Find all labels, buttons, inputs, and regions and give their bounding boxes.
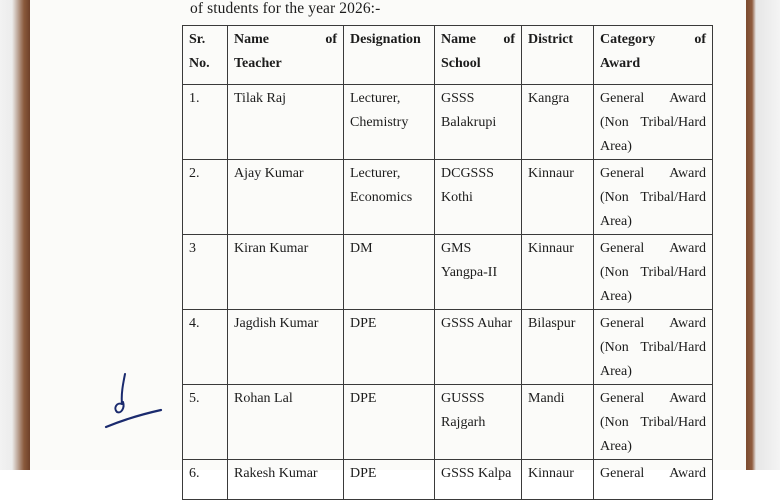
cell-teacher-name: Ajay Kumar xyxy=(228,160,344,235)
table-row xyxy=(183,85,713,160)
awardees-table xyxy=(182,25,713,500)
table-row xyxy=(183,385,713,460)
cell-designation: Lecturer, Chemistry xyxy=(344,85,435,160)
cell-designation: DM xyxy=(344,235,435,310)
table-row xyxy=(183,460,713,500)
table-row xyxy=(183,310,713,385)
cell-award-category: General Award (Non Tribal/Hard Area) xyxy=(594,310,713,385)
cell-school: GSSS Kalpa xyxy=(435,460,522,500)
header-teacher-name: Name of Teacher xyxy=(228,26,344,85)
table-row xyxy=(183,160,713,235)
table-row xyxy=(183,235,713,310)
header-school-name: Name of School xyxy=(435,26,522,85)
cell-designation: DPE xyxy=(344,385,435,460)
cell-district: Kinnaur xyxy=(522,235,594,310)
cell-sr-no: 2. xyxy=(183,160,228,235)
cell-award-category: General Award (Non Tribal/Hard Area) xyxy=(594,235,713,310)
header-designation: Designation xyxy=(344,26,435,85)
cell-sr-no: 6. xyxy=(183,460,228,500)
cell-designation: DPE xyxy=(344,460,435,500)
cell-district: Kinnaur xyxy=(522,160,594,235)
cell-district: Kinnaur xyxy=(522,460,594,500)
cell-award-category: General Award (Non Tribal/Hard Area) xyxy=(594,385,713,460)
intro-text: of students for the year 2026:- xyxy=(190,0,381,17)
cell-district: Mandi xyxy=(522,385,594,460)
cell-district: Kangra xyxy=(522,85,594,160)
cell-award-category: General Award (Non Tribal/Hard Area) xyxy=(594,160,713,235)
cell-award-category: General Award (Non Tribal/Hard Area) xyxy=(594,85,713,160)
signature-mark xyxy=(103,372,167,434)
cell-teacher-name: Rakesh Kumar xyxy=(228,460,344,500)
cell-sr-no: 4. xyxy=(183,310,228,385)
cell-designation: DPE xyxy=(344,310,435,385)
cell-school: GMS Yangpa-II xyxy=(435,235,522,310)
cell-sr-no: 1. xyxy=(183,85,228,160)
cell-school: DCGSSS Kothi xyxy=(435,160,522,235)
cell-teacher-name: Rohan Lal xyxy=(228,385,344,460)
header-district: District xyxy=(522,26,594,85)
photo-frame-right xyxy=(746,0,780,470)
header-award-category: Category of Award xyxy=(594,26,713,85)
cell-award-category: General Award xyxy=(594,460,713,500)
cell-school: GSSS Balakrupi xyxy=(435,85,522,160)
cell-sr-no: 5. xyxy=(183,385,228,460)
cell-teacher-name: Kiran Kumar xyxy=(228,235,344,310)
cell-teacher-name: Jagdish Kumar xyxy=(228,310,344,385)
table-header-row xyxy=(183,26,713,85)
cell-district: Bilaspur xyxy=(522,310,594,385)
photo-frame-left xyxy=(0,0,30,470)
cell-teacher-name: Tilak Raj xyxy=(228,85,344,160)
cell-school: GUSSS Rajgarh xyxy=(435,385,522,460)
cell-sr-no: 3 xyxy=(183,235,228,310)
cell-school: GSSS Auhar xyxy=(435,310,522,385)
header-sr-no: Sr. No. xyxy=(183,26,228,85)
cell-designation: Lecturer, Economics xyxy=(344,160,435,235)
